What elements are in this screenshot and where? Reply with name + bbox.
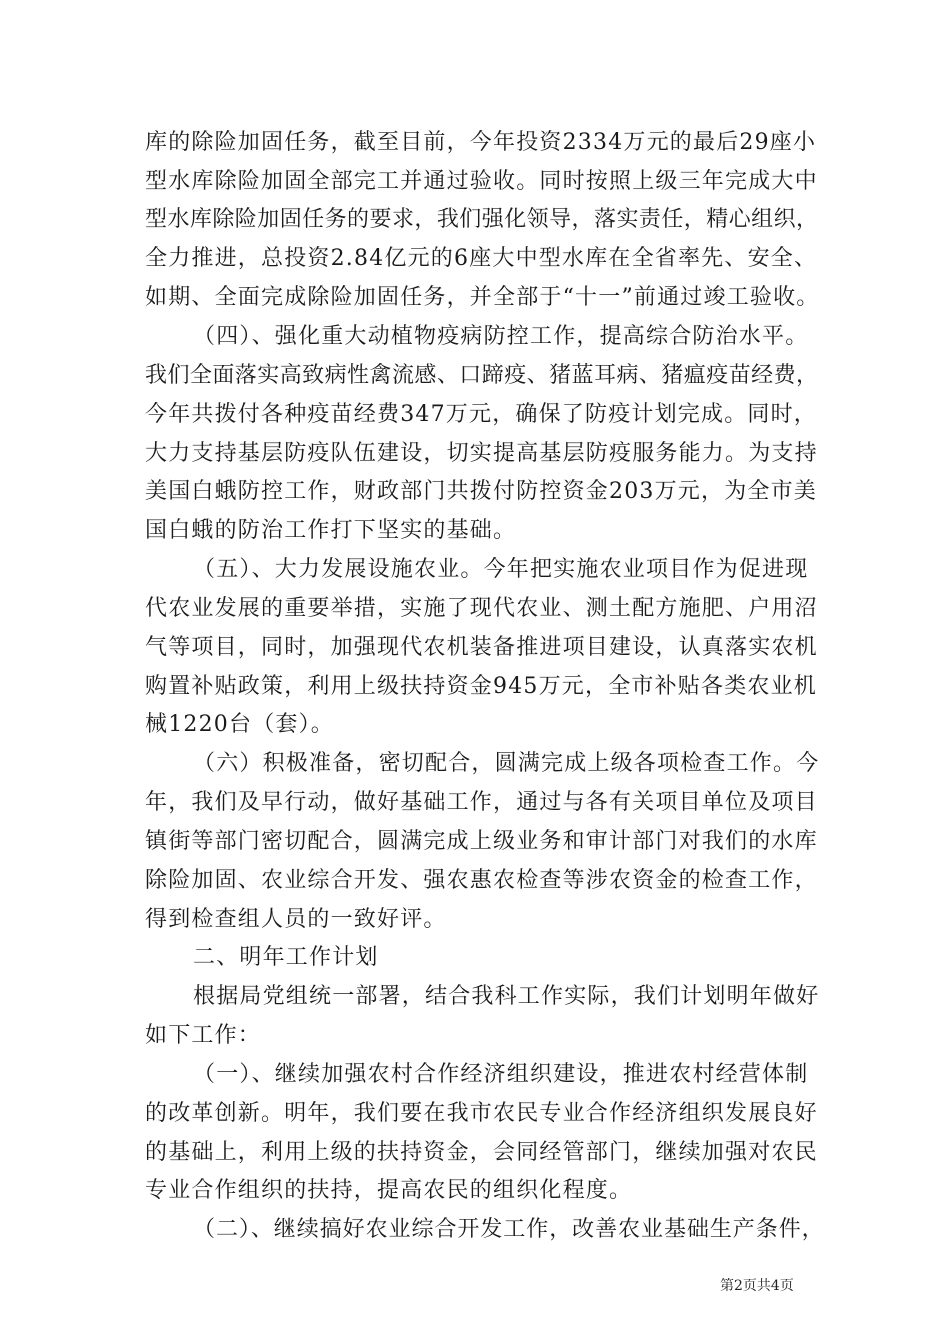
text-line: 我们全面落实高致病性禽流感、口蹄疫、猪蓝耳病、猪瘟疫苗经费， [145,363,819,388]
text-line: 购置补贴政策，利用上级扶持资金945万元，全市补贴各类农业机 [145,674,817,699]
text-line: （二）、继续搞好农业综合开发工作，改善农业基础生产条件， [193,1217,825,1242]
text-line: （五）、大力发展设施农业。今年把实施农业项目作为促进现 [193,557,809,582]
text-line: 年，我们及早行动，做好基础工作，通过与各有关项目单位及项目 [145,790,818,815]
text-line: 型水库除险加固任务的要求，我们强化领导，落实责任，精心组织， [145,207,819,232]
text-line: 的改革创新。明年，我们要在我市农民专业合作经济组织发展良好 [145,1101,818,1126]
text-line: 今年共拨付各种疫苗经费347万元，确保了防疫计划完成。同时， [145,402,817,427]
text-line: 美国白蛾防控工作，财政部门共拨付防控资金203万元，为全市美 [145,479,817,504]
text-line: 全力推进，总投资2.84亿元的6座大中型水库在全省率先、安全、 [145,246,818,271]
text-line: 如下工作： [145,1023,262,1048]
text-line: 专业合作组织的扶持，提高农民的组织化程度。 [145,1178,633,1203]
text-line: 镇街等部门密切配合，圆满完成上级业务和审计部门对我们的水库 [145,829,818,854]
text-line: 的基础上，利用上级的扶持资金，会同经管部门，继续加强对农民 [145,1140,818,1165]
text-line: （四）、强化重大动植物疫病防控工作，提高综合防治水平。 [193,324,809,349]
text-line: 如期、全面完成除险加固任务，并全部于“十一”前通过竣工验收。 [145,285,820,310]
text-line: 大力支持基层防疫队伍建设，切实提高基层防疫服务能力。为支持 [145,441,818,466]
text-line: 得到检查组人员的一致好评。 [145,907,447,932]
text-line: （一）、继续加强农村合作经济组织建设，推进农村经营体制 [193,1062,809,1087]
text-line: 根据局党组统一部署，结合我科工作实际，我们计划明年做好 [193,984,820,1009]
text-line: 除险加固、农业综合开发、强农惠农检查等涉农资金的检查工作， [145,868,818,893]
text-line: （六）积极准备，密切配合，圆满完成上级各项检查工作。今 [193,751,820,776]
text-line: 型水库除险加固全部完工并通过验收。同时按照上级三年完成大中 [145,169,818,194]
text-line: 库的除险加固任务，截至目前，今年投资2334万元的最后29座小 [145,130,817,155]
text-line: 气等项目，同时，加强现代农机装备推进项目建设，认真落实农机 [145,635,818,660]
text-line: 械1220台（套）。 [145,712,334,737]
text-line: 代农业发展的重要举措，实施了现代农业、测土配方施肥、户用沼 [145,596,818,621]
section-heading: 二、明年工作计划 [193,945,379,970]
text-line: 国白蛾的防治工作打下坚实的基础。 [145,518,517,543]
page-number: 第2页共4页 [720,1278,794,1294]
